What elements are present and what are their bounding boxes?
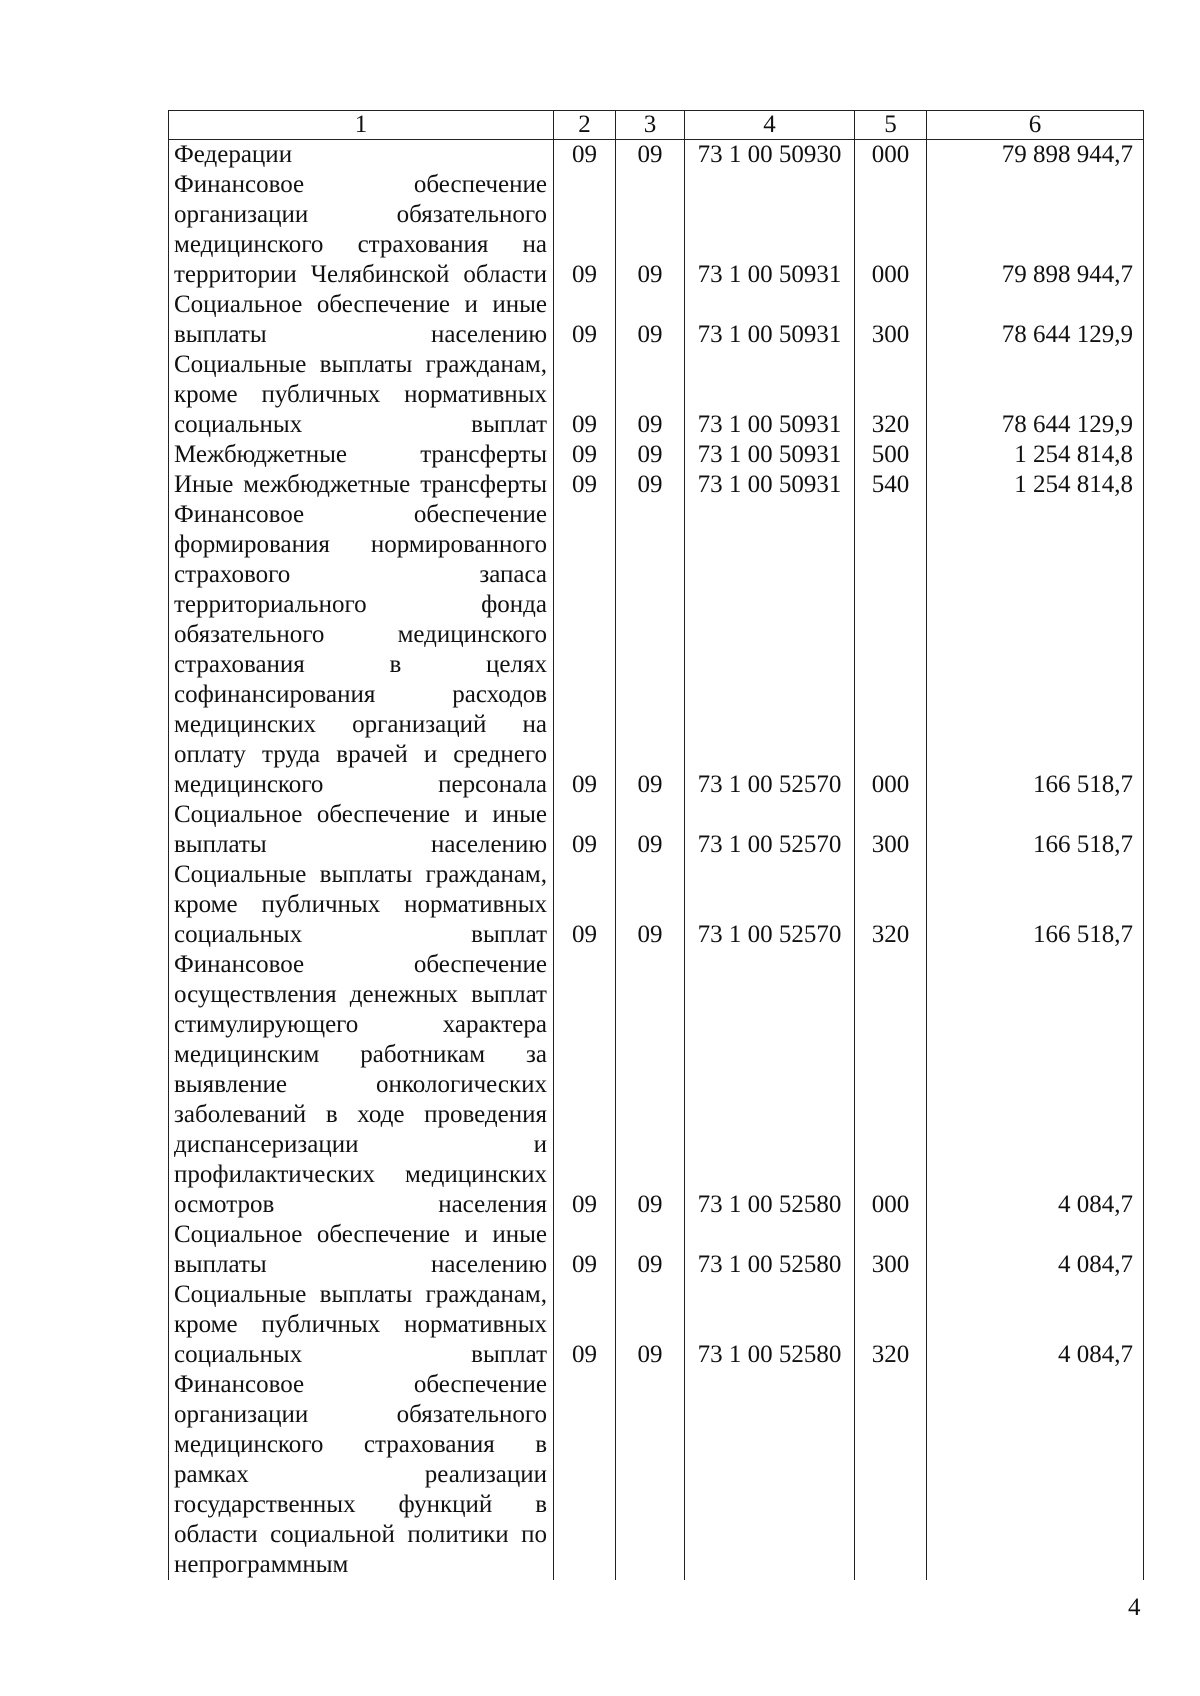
target-article-code: 73 1 00 52570 xyxy=(685,800,855,860)
header-col-4: 4 xyxy=(685,111,855,140)
target-article-code xyxy=(685,1370,855,1580)
subsection-code: 09 xyxy=(616,350,685,440)
table-row xyxy=(169,860,1144,950)
table-row xyxy=(169,1280,1144,1370)
table-row xyxy=(169,290,1144,350)
section-code: 09 xyxy=(554,1220,616,1280)
expense-type-code: 000 xyxy=(855,140,927,171)
target-article-code: 73 1 00 50931 xyxy=(685,170,855,290)
header-col-6: 6 xyxy=(927,111,1144,140)
expense-type-code: 320 xyxy=(855,350,927,440)
expense-type-code: 000 xyxy=(855,170,927,290)
header-row xyxy=(169,111,1144,140)
target-article-code: 73 1 00 50931 xyxy=(685,350,855,440)
expense-type-code: 300 xyxy=(855,290,927,350)
section-code: 09 xyxy=(554,170,616,290)
table-row xyxy=(169,170,1144,290)
target-article-code: 73 1 00 50930 xyxy=(685,140,855,171)
amount: 4 084,7 xyxy=(927,1280,1144,1370)
subsection-code: 09 xyxy=(616,290,685,350)
row-description: Социальное обеспечение и иные выплаты населению xyxy=(169,1220,554,1280)
subsection-code: 09 xyxy=(616,1280,685,1370)
amount: 166 518,7 xyxy=(927,500,1144,800)
section-code: 09 xyxy=(554,800,616,860)
header-col-3: 3 xyxy=(616,111,685,140)
section-code: 09 xyxy=(554,1280,616,1370)
row-description: Финансовое обеспечение организации обязательного медицинского страхования в рамках реализации государственных функций в области социальной политики по непрограммным xyxy=(169,1370,554,1580)
table-row xyxy=(169,500,1144,800)
expense-type-code: 500 xyxy=(855,440,927,470)
section-code: 09 xyxy=(554,500,616,800)
amount: 166 518,7 xyxy=(927,860,1144,950)
subsection-code: 09 xyxy=(616,1220,685,1280)
expense-type-code: 300 xyxy=(855,800,927,860)
header-col-5: 5 xyxy=(855,111,927,140)
expense-type-code xyxy=(855,1370,927,1580)
section-code: 09 xyxy=(554,290,616,350)
expense-type-code: 000 xyxy=(855,500,927,800)
target-article-code: 73 1 00 52580 xyxy=(685,950,855,1220)
target-article-code: 73 1 00 52580 xyxy=(685,1220,855,1280)
subsection-code: 09 xyxy=(616,140,685,171)
table-row xyxy=(169,470,1144,500)
section-code xyxy=(554,1370,616,1580)
subsection-code: 09 xyxy=(616,500,685,800)
amount: 166 518,7 xyxy=(927,800,1144,860)
amount: 1 254 814,8 xyxy=(927,440,1144,470)
table-row xyxy=(169,350,1144,440)
header-col-2: 2 xyxy=(554,111,616,140)
row-description: Финансовое обеспечение организации обязательного медицинского страхования на территории Челябинской области xyxy=(169,170,554,290)
subsection-code: 09 xyxy=(616,950,685,1220)
subsection-code: 09 xyxy=(616,440,685,470)
section-code: 09 xyxy=(554,140,616,171)
expense-type-code: 000 xyxy=(855,950,927,1220)
header-col-1: 1 xyxy=(169,111,554,140)
subsection-code xyxy=(616,1370,685,1580)
row-description: Финансовое обеспечение осуществления денежных выплат стимулирующего характера медицинским работникам за выявление онкологических заболеваний в ходе проведения диспансеризации и профилактических медицинских осмотров населения xyxy=(169,950,554,1220)
row-description: Социальные выплаты гражданам, кроме публичных нормативных социальных выплат xyxy=(169,860,554,950)
subsection-code: 09 xyxy=(616,860,685,950)
table-body xyxy=(169,140,1144,1581)
table-row xyxy=(169,140,1144,171)
table-row xyxy=(169,950,1144,1220)
target-article-code: 73 1 00 50931 xyxy=(685,470,855,500)
target-article-code: 73 1 00 52570 xyxy=(685,500,855,800)
row-description: Социальное обеспечение и иные выплаты населению xyxy=(169,290,554,350)
table-row xyxy=(169,800,1144,860)
row-description: Федерации xyxy=(169,140,554,171)
target-article-code: 73 1 00 50931 xyxy=(685,290,855,350)
target-article-code: 73 1 00 50931 xyxy=(685,440,855,470)
amount: 79 898 944,7 xyxy=(927,140,1144,171)
amount xyxy=(927,1370,1144,1580)
row-description: Социальные выплаты гражданам, кроме публичных нормативных социальных выплат xyxy=(169,1280,554,1370)
amount: 78 644 129,9 xyxy=(927,290,1144,350)
section-code: 09 xyxy=(554,350,616,440)
target-article-code: 73 1 00 52570 xyxy=(685,860,855,950)
row-description: Иные межбюджетные трансферты xyxy=(169,470,554,500)
row-description: Финансовое обеспечение формирования нормированного страхового запаса территориального фонда обязательного медицинского страхования в целях софинансирования расходов медицинских организаций на оплату труда врачей и среднего медицинского персонала xyxy=(169,500,554,800)
amount: 79 898 944,7 xyxy=(927,170,1144,290)
expense-type-code: 320 xyxy=(855,1280,927,1370)
page-number: 4 xyxy=(1128,1594,1141,1621)
amount: 78 644 129,9 xyxy=(927,350,1144,440)
subsection-code: 09 xyxy=(616,470,685,500)
budget-table xyxy=(168,110,1144,1580)
amount: 1 254 814,8 xyxy=(927,470,1144,500)
subsection-code: 09 xyxy=(616,170,685,290)
row-description: Социальное обеспечение и иные выплаты населению xyxy=(169,800,554,860)
table-row xyxy=(169,1220,1144,1280)
section-code: 09 xyxy=(554,470,616,500)
expense-type-code: 320 xyxy=(855,860,927,950)
row-description: Межбюджетные трансферты xyxy=(169,440,554,470)
section-code: 09 xyxy=(554,440,616,470)
amount: 4 084,7 xyxy=(927,950,1144,1220)
amount: 4 084,7 xyxy=(927,1220,1144,1280)
expense-type-code: 540 xyxy=(855,470,927,500)
table-row xyxy=(169,1370,1144,1580)
target-article-code: 73 1 00 52580 xyxy=(685,1280,855,1370)
row-description: Социальные выплаты гражданам, кроме публичных нормативных социальных выплат xyxy=(169,350,554,440)
section-code: 09 xyxy=(554,860,616,950)
table-row xyxy=(169,440,1144,470)
section-code: 09 xyxy=(554,950,616,1220)
expense-type-code: 300 xyxy=(855,1220,927,1280)
subsection-code: 09 xyxy=(616,800,685,860)
